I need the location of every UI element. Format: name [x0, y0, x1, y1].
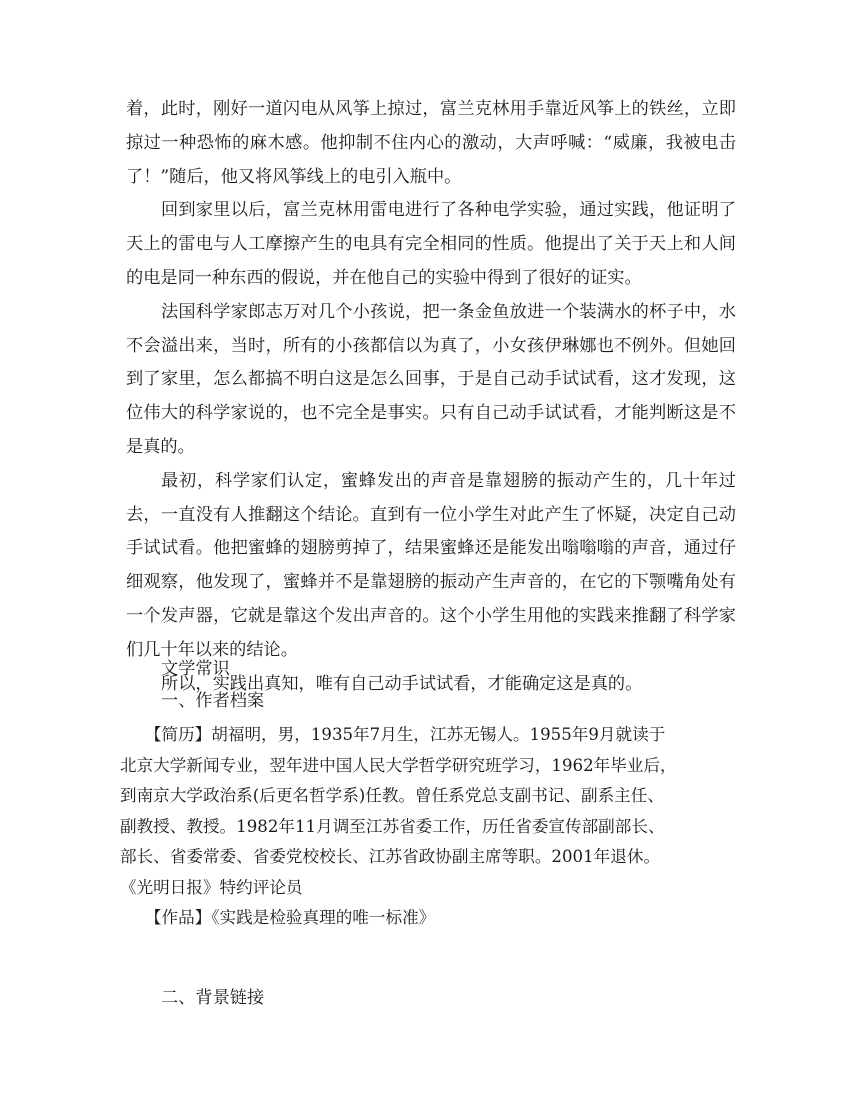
- bio-line-2: 北京大学新闻专业，翌年进中国人民大学哲学研究班学习，1962年毕业后，: [120, 755, 677, 775]
- author-bio: [120, 720, 720, 934]
- subsection-author-profile: 一、作者档案: [161, 691, 265, 711]
- paragraph-3: 法国科学家郎志万对几个小孩说，把一条金鱼放进一个装满水的杯子中，水不会溢出来，当时，所有的小孩都信以为真了，小女孩伊琳娜也不例外。但她回到了家里，怎么都搞不明白这是怎么回事，于是自己动手试试看，这才发现，这位伟大的科学家说的，也不完全是事实。只有自己动手试试看，才能判断这是不是真的。: [126, 301, 736, 457]
- body-text: [126, 93, 736, 701]
- bio-works-line: 【作品】《实践是检验真理的唯一标准》: [120, 908, 436, 927]
- subsection-background: 二、背景链接: [161, 988, 265, 1008]
- bio-line-5: 部长、省委常委、省委党校校长、江苏省政协副主席等职。2001年退休。: [120, 847, 661, 866]
- paragraph-5: 所以，实践出真知，唯有自己动手试试看，才能确定这是真的。: [161, 673, 643, 694]
- paragraph-2: 回到家里以后，富兰克林用雷电进行了各种电学实验，通过实践，他证明了天上的雷电与人工摩擦产生的电具有完全相同的性质。他提出了关于天上和人间的电是同一种东西的假说，并在他自己的实验中得到了很好的证实。: [126, 200, 736, 288]
- bio-line-1: 【简历】胡福明，男，1935年7月生，江苏无锡人。1955年9月就读于: [120, 725, 666, 744]
- bio-line-3: 到南京大学政治系(后更名哲学系)任教。曾任系党总支副书记、副系主任、: [120, 786, 664, 805]
- bio-line-4: 副教授、教授。1982年11月调至江苏省委工作，历任省委宣传部副部长、: [120, 816, 665, 836]
- section-title: 文学常识: [161, 659, 230, 679]
- paragraph-1: 着，此时，刚好一道闪电从风筝上掠过，富兰克林用手靠近风筝上的铁丝，立即掠过一种恐怖的麻木感。他抑制不住内心的激动，大声呼喊：“威廉，我被电击了！”随后，他又将风筝线上的电引入瓶中。: [126, 99, 736, 187]
- bio-line-6: 《光明日报》特约评论员: [120, 877, 303, 897]
- paragraph-4: 最初，科学家们认定，蜜蜂发出的声音是靠翅膀的振动产生的，几十年过去，一直没有人推翻这个结论。直到有一位小学生对此产生了怀疑，决定自己动手试试看。他把蜜蜂的翅膀剪掉了，结果蜜蜂还是能发出嗡嗡嗡的声音，通过仔细观察，他发现了，蜜蜂并不是靠翅膀的振动产生声音的，在它的下颚嘴角处有一个发声器，它就是靠这个发出声音的。这个小学生用他的实践来推翻了科学家们几十年以来的结论。: [126, 470, 736, 660]
